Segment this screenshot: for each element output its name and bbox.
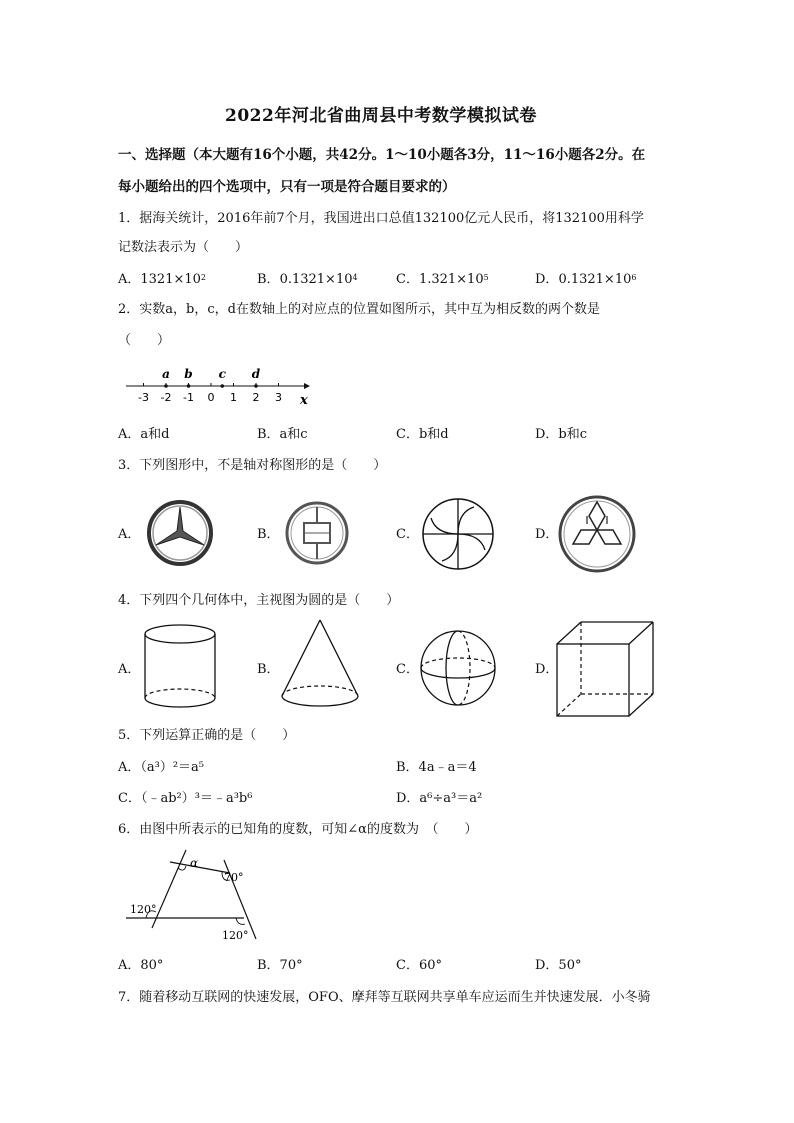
pinwheel-circle-figure — [420, 496, 496, 572]
number-line-figure — [118, 362, 318, 410]
number-line-axis-label: x — [300, 393, 308, 408]
q5-option-c: C．（﹣ab²）³＝﹣a³b⁶ — [118, 791, 253, 806]
number-line-point-label-d: d — [251, 367, 261, 381]
number-line-tick-label: 0 — [207, 391, 215, 404]
q2-option-d: D．b和c — [535, 427, 588, 442]
q2-option-c: C．b和d — [396, 427, 449, 442]
number-line-point-label-c: c — [218, 367, 226, 381]
angle-70-label: 70° — [224, 871, 244, 884]
number-line-tick-label: 1 — [230, 391, 237, 404]
number-line-point-label-b: b — [184, 367, 193, 381]
q6-option-d: D．50° — [535, 958, 582, 973]
number-line-tick-label: 3 — [275, 391, 282, 404]
number-line-point-a — [164, 384, 168, 388]
angle-120-left-label: 120° — [130, 903, 157, 916]
q2-option-b: B．a和c — [257, 427, 308, 442]
q4-option-c-label: C． — [396, 662, 419, 677]
angle-120-bottom-label: 120° — [222, 929, 249, 942]
q6-option-b: B．70° — [257, 958, 303, 973]
q1-stem-line2: 记数法表示为（ ） — [118, 240, 249, 255]
q4-stem: 4．下列四个几何体中，主视图为圆的是（ ） — [118, 593, 400, 608]
q6-option-c: C．60° — [396, 958, 442, 973]
q3-option-d-label: D． — [535, 527, 559, 542]
number-line-tick-label: -3 — [138, 391, 149, 404]
number-line-tick-label: -2 — [160, 391, 172, 404]
q1-option-d: D．$0.1321\times 10^6$ — [535, 272, 637, 287]
q2-stem-line1: 2．实数a，b，c，d在数轴上的对应点的位置如图所示，其中互为相反数的两个数是 — [118, 302, 600, 317]
section-header-line2: 每小题给出的四个选项中，只有一项是符合题目要求的） — [118, 179, 456, 195]
q4-option-b-label: B． — [257, 662, 280, 677]
number-line-point-c — [220, 384, 224, 388]
q4-option-d-label: D． — [535, 662, 559, 677]
number-line-point-d — [254, 384, 258, 388]
q1-option-b: B．$0.1321\times 10^4$ — [257, 272, 358, 287]
q3-stem: 3．下列图形中，不是轴对称图形的是（ ） — [118, 458, 387, 473]
q2-stem-line2: （ ） — [118, 333, 171, 348]
circle-rectangle-figure — [282, 498, 352, 568]
q3-option-b-label: B． — [257, 527, 280, 542]
q1-option-c: C．$1.321\times 10^5$ — [396, 272, 489, 287]
q6-option-a: A．80° — [118, 958, 164, 973]
number-line-point-label-a: a — [162, 367, 170, 381]
angle-alpha-label: α — [190, 856, 199, 870]
q3-option-a-label: A． — [118, 527, 141, 542]
number-line-tick-label: 2 — [252, 391, 260, 404]
q5-stem: 5．下列运算正确的是（ ） — [118, 728, 296, 743]
cylinder-figure — [140, 622, 220, 712]
section-header-line1: 一、选择题（本大题有16个小题，共42分。1～10小题各3分，11～16小题各2分。在 — [118, 147, 646, 163]
q1-stem-line1: 1．据海关统计，2016年前7个月，我国进出口总值132100亿元人民币，将132100用科学 — [118, 211, 644, 226]
q2-option-a: A．a和d — [118, 427, 170, 442]
mitsubishi-logo-figure — [557, 494, 637, 574]
sphere-figure — [418, 628, 498, 708]
q6-stem: 6．由图中所表示的已知角的度数，可知∠α的度数为 （ ） — [118, 822, 478, 837]
q5-option-a: A．（a³）²＝a⁵ — [118, 760, 205, 775]
q5-option-b: B．4a﹣a＝4 — [396, 760, 477, 775]
q5-option-d: D．a⁶÷a³＝a² — [396, 791, 483, 806]
triangle-angle-figure — [126, 850, 266, 945]
number-line-tick-label: -1 — [183, 391, 194, 404]
q7-stem-line1: 7．随着移动互联网的快速发展，OFO、摩拜等互联网共享单车应运而生并快速发展．小冬骑 — [118, 990, 651, 1005]
q1-option-a: A．$1321\times 10^2$ — [118, 272, 207, 287]
q4-option-a-label: A． — [118, 662, 141, 677]
cone-figure — [278, 616, 362, 712]
mercedes-logo-figure — [145, 498, 215, 568]
page-title: 2022年河北省曲周县中考数学模拟试卷 — [225, 106, 537, 126]
number-line-point-b — [187, 384, 191, 388]
q3-option-c-label: C． — [396, 527, 419, 542]
cube-figure — [555, 620, 655, 720]
